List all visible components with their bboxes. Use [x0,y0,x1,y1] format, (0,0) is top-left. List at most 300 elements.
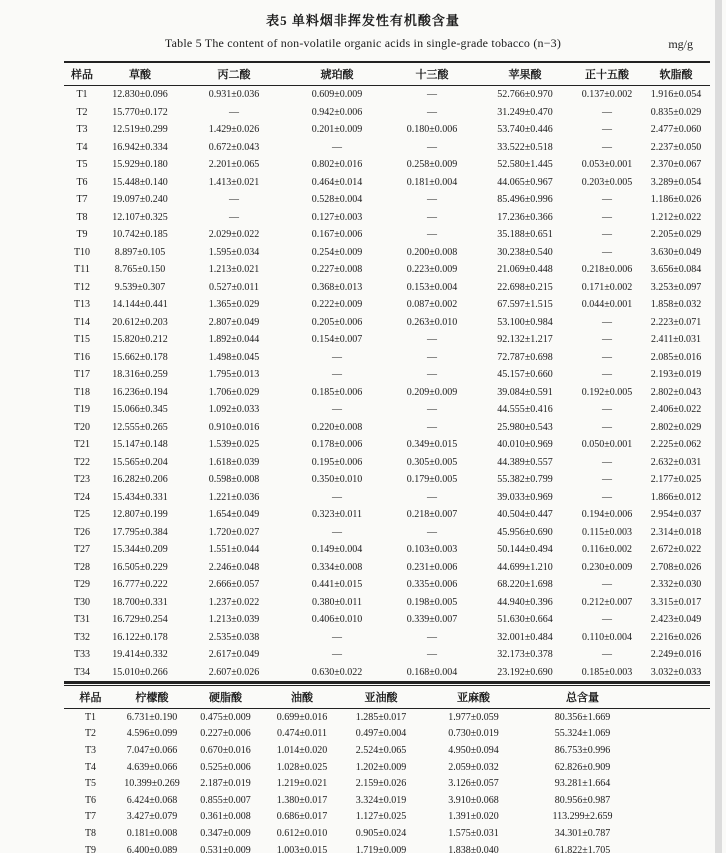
value-cell: 55.382±0.799 [497,474,553,486]
sample-id: T4 [84,761,97,773]
value-cell: 2.177±0.025 [650,474,702,486]
value-cell: 0.154±0.007 [311,334,363,346]
value-cell: 8.897±0.105 [114,246,166,258]
value-cell: 0.350±0.010 [311,474,363,486]
table-row [64,842,710,853]
value-cell: 3.253±0.097 [650,281,702,293]
sample-id: T31 [73,614,91,626]
value-cell: 0.203±0.005 [581,176,633,188]
sample-id: T9 [84,844,97,853]
value-cell: 3.126±0.057 [448,778,499,790]
sample-id: T16 [73,351,91,363]
value-cell: 67.597±1.515 [497,299,553,311]
value-cell: 0.406±0.010 [311,614,363,626]
value-cell: 45.956±0.690 [497,526,553,538]
value-cell: 0.835±0.029 [650,106,702,118]
value-cell: 0.368±0.013 [311,281,363,293]
value-cell: 2.954±0.037 [650,509,702,521]
value-cell: 30.238±0.540 [497,246,553,258]
value-cell: 17.795±0.384 [112,526,168,538]
table-row [64,86,710,104]
value-cell: 0.201±0.009 [311,124,363,136]
value-cell: 0.115±0.003 [581,526,633,538]
value-cell: — [332,351,342,363]
table-title-en: Table 5 The content of non-volatile organic acids in single-grade tobacco (n−3) [164,36,562,50]
value-cell: — [602,369,612,381]
value-cell: 0.209±0.009 [406,386,458,398]
value-cell: 22.698±0.215 [497,281,553,293]
value-cell: 55.324±1.069 [554,728,611,740]
value-cell: 2.216±0.026 [650,631,702,643]
sample-id: T19 [73,404,91,416]
value-cell: 20.612±0.203 [112,316,168,328]
value-cell: 0.087±0.002 [406,299,458,311]
value-cell: 0.305±0.005 [406,456,458,468]
value-cell: 44.940±0.396 [497,596,553,608]
value-cell: 3.289±0.054 [650,176,702,188]
value-cell: — [332,141,342,153]
value-cell: 1.221±0.036 [208,491,260,503]
sample-id: T21 [73,439,91,451]
value-cell: — [602,229,612,241]
value-cell: 15.770±0.172 [112,106,168,118]
value-cell: 39.084±0.591 [497,386,553,398]
table-row [64,646,710,664]
value-cell: 1.977±0.059 [448,711,499,723]
value-cell: 0.441±0.015 [311,579,363,591]
sample-id: T17 [73,369,91,381]
table-row [64,436,710,454]
table-row [64,506,710,524]
column-header: 亚油酸 [364,692,398,704]
value-cell: 1.551±0.044 [208,544,260,556]
value-cell: 44.389±0.557 [497,456,553,468]
value-cell: 44.699±1.210 [497,561,553,573]
sample-id: T8 [84,827,97,839]
value-cell: 9.539±0.307 [114,281,166,293]
value-cell: 2.314±0.018 [650,526,702,538]
value-cell: 33.522±0.518 [497,141,553,153]
value-cell: 0.349±0.015 [406,439,458,451]
value-cell: — [602,211,612,223]
value-cell: 2.524±0.065 [355,744,407,756]
value-cell: 1.365±0.029 [208,299,260,311]
sample-id: T22 [73,456,91,468]
value-cell: 1.285±0.017 [355,711,407,723]
value-cell: 1.838±0.040 [448,844,499,853]
value-cell: 0.258±0.009 [406,159,458,171]
value-cell: 14.144±0.441 [112,299,168,311]
table-row [64,559,710,577]
value-cell: 1.380±0.017 [276,794,328,806]
value-cell: 2.708±0.026 [650,561,702,573]
value-cell: 1.014±0.020 [276,744,328,756]
value-cell: — [427,369,437,381]
value-cell: 0.612±0.010 [276,827,328,839]
value-cell: 1.595±0.034 [208,246,260,258]
value-cell: 15.066±0.345 [112,404,168,416]
value-cell: 1.127±0.025 [355,811,407,823]
value-cell: 0.528±0.004 [311,194,363,206]
value-cell: — [602,194,612,206]
sample-id: T2 [76,106,88,118]
sample-id: T2 [84,728,97,740]
value-cell: 0.103±0.003 [406,544,458,556]
value-cell: 15.820±0.212 [112,334,168,346]
value-cell: 2.607±0.026 [208,666,260,678]
table1-body [64,86,710,683]
table-row [64,139,710,157]
sample-id: T30 [73,596,91,608]
table-title-zh: 表5 单料烟非挥发性有机酸含量 [266,13,460,28]
column-header: 草酸 [129,69,151,81]
value-cell: 80.356±1.669 [554,711,611,723]
value-cell: 3.324±0.019 [355,794,407,806]
value-cell: 1.858±0.032 [650,299,702,311]
value-cell: 45.157±0.660 [497,369,553,381]
value-cell: — [602,351,612,363]
value-cell: 15.147±0.148 [112,439,168,451]
value-cell: 0.167±0.006 [311,229,363,241]
value-cell: 0.181±0.008 [126,827,178,839]
value-cell: 15.434±0.331 [112,491,168,503]
value-cell: 93.281±1.664 [554,778,611,790]
value-cell: 2.225±0.062 [650,439,702,451]
value-cell: 0.168±0.004 [406,666,458,678]
value-cell: 3.427±0.079 [126,811,178,823]
value-cell: 0.127±0.003 [311,211,363,223]
value-cell: 3.032±0.033 [650,666,702,678]
value-cell: 0.220±0.008 [311,421,363,433]
table-row [64,454,710,472]
table-row [64,174,710,192]
value-cell: — [332,526,342,538]
table-row [64,191,710,209]
value-cell: 50.144±0.494 [497,544,553,556]
table-row [64,611,710,629]
column-header: 样品 [71,69,93,81]
value-cell: 0.254±0.009 [311,246,363,258]
value-cell: 2.205±0.029 [650,229,702,241]
table-row [64,775,710,792]
value-cell: 0.905±0.024 [355,827,407,839]
value-cell: 15.010±0.266 [112,666,168,678]
value-cell: 1.916±0.054 [650,89,702,101]
value-cell: 0.178±0.006 [311,439,363,451]
value-cell: 16.729±0.254 [112,614,168,626]
value-cell: 1.237±0.022 [208,596,260,608]
value-cell: 1.719±0.009 [355,844,407,853]
value-cell: — [427,106,437,118]
value-cell: 15.565±0.204 [112,456,168,468]
sample-id: T7 [76,194,88,206]
value-cell: 0.380±0.011 [311,596,363,608]
value-cell: 39.033±0.969 [497,491,553,503]
value-cell: 0.474±0.011 [276,728,328,740]
value-cell: 2.085±0.016 [650,351,702,363]
value-cell: — [602,456,612,468]
value-cell: 0.185±0.003 [581,666,633,678]
value-cell: 0.670±0.016 [200,744,251,756]
value-cell: 16.777±0.222 [112,579,168,591]
value-cell: 2.249±0.016 [650,649,702,661]
table-row [64,809,710,826]
value-cell: 12.519±0.299 [112,124,168,136]
value-cell: — [229,106,239,118]
value-cell: 2.632±0.031 [650,456,702,468]
sample-id: T9 [76,229,88,241]
value-cell: 16.122±0.178 [112,631,168,643]
value-cell: 86.753±0.996 [554,744,611,756]
value-cell: 2.477±0.060 [650,124,702,136]
value-cell: 44.065±0.967 [497,176,553,188]
table-row [64,226,710,244]
organic-acids-table-part2 [64,685,710,853]
value-cell: — [332,491,342,503]
value-cell: 1.092±0.033 [208,404,260,416]
value-cell: 7.047±0.066 [126,744,178,756]
value-cell: 1.654±0.049 [208,509,260,521]
table-row [64,314,710,332]
value-cell: — [332,369,342,381]
value-cell: — [332,404,342,416]
sample-id: T25 [73,509,91,521]
value-cell: 0.609±0.009 [311,89,363,101]
value-cell: 12.830±0.096 [112,89,168,101]
sample-id: T6 [76,176,88,188]
value-cell: 0.149±0.004 [311,544,363,556]
value-cell: 16.942±0.334 [112,141,168,153]
value-cell: 18.316±0.259 [112,369,168,381]
value-cell: 80.956±0.987 [554,794,611,806]
value-cell: 0.230±0.009 [581,561,633,573]
value-cell: 21.069±0.448 [497,264,553,276]
value-cell: 1.003±0.015 [276,844,328,853]
table-row [64,349,710,367]
value-cell: 15.344±0.209 [112,544,168,556]
sample-id: T1 [76,89,88,101]
table-row [64,792,710,809]
value-cell: 1.618±0.039 [208,456,260,468]
value-cell: — [427,194,437,206]
value-cell: — [602,491,612,503]
value-cell: 1.202±0.009 [355,761,407,773]
value-cell: 3.630±0.049 [650,246,702,258]
value-cell: 0.464±0.014 [311,176,363,188]
value-cell: 1.539±0.025 [208,439,260,451]
value-cell: 2.187±0.019 [200,778,251,790]
value-cell: 1.498±0.045 [208,351,260,363]
value-cell: 34.301±0.787 [554,827,611,839]
value-cell: 0.347±0.009 [200,827,251,839]
sample-id: T8 [76,211,88,223]
value-cell: 35.188±0.651 [497,229,553,241]
value-cell: 0.212±0.007 [581,596,633,608]
value-cell: 3.315±0.017 [650,596,702,608]
value-cell: — [602,404,612,416]
value-cell: 16.282±0.206 [112,474,168,486]
value-cell: 25.980±0.543 [497,421,553,433]
value-cell: 19.097±0.240 [112,194,168,206]
value-cell: 0.171±0.002 [581,281,633,293]
table1-header-row [64,62,710,86]
value-cell: 17.236±0.366 [497,211,553,223]
value-cell: 72.787±0.698 [497,351,553,363]
value-cell: 6.400±0.089 [126,844,178,853]
value-cell: 0.263±0.010 [406,316,458,328]
value-cell: 0.227±0.006 [200,728,251,740]
value-cell: 0.699±0.016 [276,711,328,723]
value-cell: 2.201±0.065 [208,159,260,171]
value-cell: 0.361±0.008 [200,811,251,823]
value-cell: 51.630±0.664 [497,614,553,626]
value-cell: 0.942±0.006 [311,106,363,118]
value-cell: 0.179±0.005 [406,474,458,486]
column-header: 软脂酸 [659,69,693,81]
value-cell: 0.116±0.002 [581,544,633,556]
value-cell: 0.598±0.008 [208,474,260,486]
value-cell: 0.181±0.004 [406,176,458,188]
value-cell: 0.231±0.006 [406,561,458,573]
value-cell: 0.218±0.007 [406,509,458,521]
value-cell: 0.630±0.022 [311,666,363,678]
value-cell: 0.222±0.009 [311,299,363,311]
table-row [64,156,710,174]
value-cell: 0.195±0.006 [311,456,363,468]
sample-id: T18 [73,386,91,398]
table-row [64,742,710,759]
value-cell: 53.740±0.446 [497,124,553,136]
table-row [64,576,710,594]
sample-id: T1 [84,711,97,723]
value-cell: 0.137±0.002 [581,89,633,101]
table-row [64,489,710,507]
sample-id: T32 [73,631,91,643]
value-cell: 1.413±0.021 [208,176,260,188]
unit-label: mg/g [668,37,693,51]
value-cell: — [427,229,437,241]
value-cell: 10.399±0.269 [124,778,180,790]
value-cell: 61.822±1.705 [554,844,611,853]
value-cell: 40.010±0.969 [497,439,553,451]
value-cell: 15.929±0.180 [112,159,168,171]
value-cell: 2.423±0.049 [650,614,702,626]
sample-id: T11 [74,264,90,276]
value-cell: 1.429±0.026 [208,124,260,136]
value-cell: 0.185±0.006 [311,386,363,398]
value-cell: 1.720±0.027 [208,526,260,538]
value-cell: 53.100±0.984 [497,316,553,328]
value-cell: 16.236±0.194 [112,386,168,398]
value-cell: 1.866±0.012 [650,491,702,503]
value-cell: 6.731±0.190 [126,711,178,723]
value-cell: — [602,316,612,328]
table-row [64,401,710,419]
table2-body [64,709,710,853]
value-cell: 0.050±0.001 [581,439,633,451]
sample-id: T27 [73,544,91,556]
value-cell: 62.826±0.909 [554,761,611,773]
value-cell: 0.910±0.016 [208,421,260,433]
value-cell: 6.424±0.068 [126,794,178,806]
table-row [64,384,710,402]
value-cell: 0.200±0.008 [406,246,458,258]
value-cell: 68.220±1.698 [497,579,553,591]
value-cell: 8.765±0.150 [114,264,166,276]
value-cell: — [602,579,612,591]
sample-id: T34 [73,666,91,678]
value-cell: 0.527±0.011 [208,281,260,293]
value-cell: — [229,211,239,223]
value-cell: 2.193±0.019 [650,369,702,381]
value-cell: 2.246±0.048 [208,561,260,573]
value-cell: 12.807±0.199 [112,509,168,521]
value-cell: 0.672±0.043 [208,141,260,153]
value-cell: 3.910±0.068 [448,794,499,806]
sample-id: T5 [76,159,88,171]
value-cell: 0.334±0.008 [311,561,363,573]
sample-id: T15 [73,334,91,346]
column-header: 柠檬酸 [135,692,169,704]
scan-edge-shadow [715,0,722,853]
column-header: 琥珀酸 [320,69,354,81]
table-row [64,366,710,384]
sample-id: T13 [73,299,91,311]
value-cell: 0.180±0.006 [406,124,458,136]
value-cell: — [602,124,612,136]
table-row [64,296,710,314]
value-cell: 10.742±0.185 [112,229,168,241]
value-cell: 31.249±0.470 [497,106,553,118]
sample-id: T3 [76,124,88,136]
table-row [64,261,710,279]
table-row [64,825,710,842]
value-cell: 2.223±0.071 [650,316,702,328]
value-cell: 0.110±0.004 [581,631,633,643]
column-header: 亚麻酸 [457,692,490,704]
value-cell: 0.855±0.007 [200,794,251,806]
value-cell: 2.672±0.022 [650,544,702,556]
value-cell: — [602,246,612,258]
value-cell: — [427,211,437,223]
value-cell: 2.617±0.049 [208,649,260,661]
column-header: 硬脂酸 [209,692,242,704]
value-cell: — [602,106,612,118]
value-cell: 0.198±0.005 [406,596,458,608]
value-cell: 0.205±0.006 [311,316,363,328]
sample-id: T6 [84,794,97,806]
value-cell: 4.639±0.066 [126,761,178,773]
table2-header-row [64,686,710,709]
value-cell: 15.448±0.140 [112,176,168,188]
value-cell: 15.662±0.178 [112,351,168,363]
sample-id: T3 [84,744,97,756]
column-header: 油酸 [291,692,313,704]
value-cell: 1.892±0.044 [208,334,260,346]
value-cell: 2.666±0.057 [208,579,260,591]
value-cell: 18.700±0.331 [112,596,168,608]
table-row [64,726,710,743]
sample-id: T14 [73,316,91,328]
sample-id: T10 [73,246,91,258]
value-cell: 16.505±0.229 [112,561,168,573]
table-row [64,664,710,683]
value-cell: 1.795±0.013 [208,369,260,381]
value-cell: — [332,649,342,661]
table-row [64,279,710,297]
value-cell: 2.535±0.038 [208,631,260,643]
value-cell: 2.802±0.029 [650,421,702,433]
